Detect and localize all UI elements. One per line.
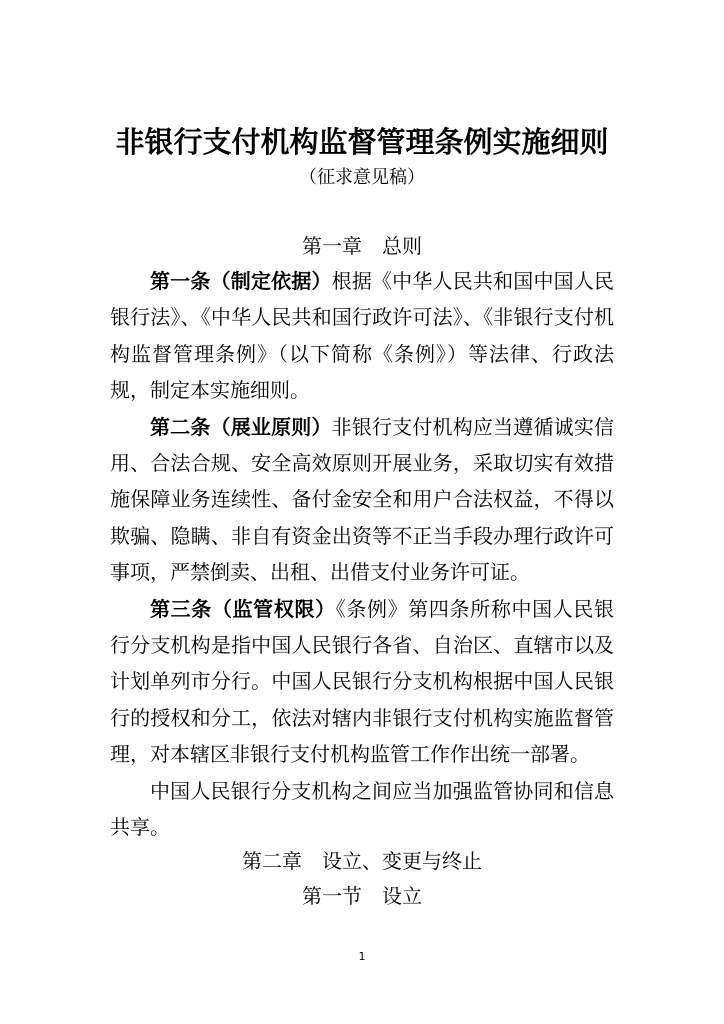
section-1-number: 第一节 bbox=[302, 884, 362, 908]
article-3 bbox=[110, 591, 614, 773]
article-2 bbox=[110, 409, 614, 591]
article-1-title: 第一条（制定依据） bbox=[150, 269, 332, 293]
chapter-2-heading bbox=[0, 845, 724, 874]
article-3-text: 《条例》第四条所称中国人民银行分支机构是指中国人民银行各省、自治区、直辖市以及计划单列市分行。中国人民银行分支机构根据中国人民银行的授权和分工，依法对辖内非银行支付机构实施监督管理，对本辖区非银行支付机构监管工作作出统一部署。 bbox=[110, 596, 615, 767]
chapter-1-title: 总则 bbox=[382, 234, 422, 258]
section-1-heading bbox=[0, 880, 724, 909]
section-1-title: 设立 bbox=[382, 884, 422, 908]
chapter-2-number: 第二章 bbox=[242, 849, 302, 873]
document-subtitle: （征求意见稿） bbox=[299, 167, 425, 188]
article-2-title: 第二条（展业原则） bbox=[150, 414, 332, 439]
article-1 bbox=[110, 263, 614, 409]
article-3-title: 第三条（监管权限） bbox=[150, 596, 336, 621]
chapter-1-heading bbox=[0, 230, 724, 259]
chapter-2-title: 设立、变更与终止 bbox=[322, 849, 482, 873]
chapter-1-body bbox=[110, 263, 614, 846]
article-2-text: 非银行支付机构应当遵循诚实信用、合法合规、安全高效原则开展业务，采取切实有效措施保障业务连续性、备付金安全和用户合法权益，不得以欺骗、隐瞒、非自有资金出资等不正当手段办理行政许可事项，严禁倒卖、出租、出借支付业务许可证。 bbox=[110, 414, 615, 585]
article-3-extra-paragraph: 中国人民银行分支机构之间应当加强监管协同和信息共享。 bbox=[110, 778, 614, 840]
page-number: 1 bbox=[358, 950, 366, 963]
chapter-1-number: 第一章 bbox=[302, 234, 362, 258]
article-1-text: 根据《中华人民共和国中国人民银行法》、《中华人民共和国行政许可法》、《非银行支付机构监督管理条例》（以下简称《条例》）等法律、行政法规，制定本实施细则。 bbox=[110, 269, 615, 403]
document-title: 非银行支付机构监督管理条例实施细则 bbox=[115, 125, 609, 159]
